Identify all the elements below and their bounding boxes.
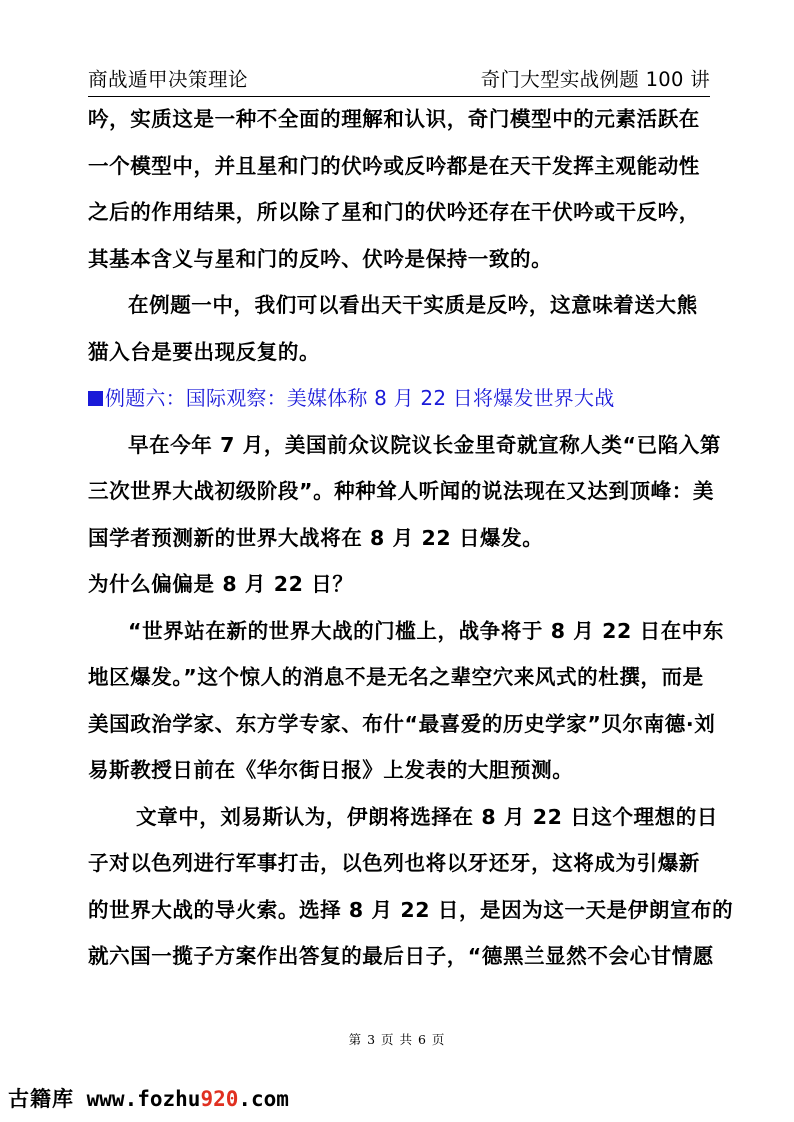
paragraph-line: 在例题一中，我们可以看出天干实质是反吟，这意味着送大熊 — [128, 293, 698, 317]
square-bullet-icon — [88, 391, 103, 406]
paragraph-line: 国学者预测新的世界大战将在 8 月 22 日爆发。 — [88, 525, 544, 550]
site-watermark — [8, 1083, 289, 1113]
paragraph-line: 一个模型中，并且星和门的伏吟或反吟都是在天干发挥主观能动性 — [88, 153, 700, 178]
paragraph-line: 美国政治学家、东方学专家、布什“最喜爱的历史学家”贝尔南德·刘 — [88, 711, 716, 736]
paragraph-line: 三次世界大战初级阶段”。种种耸人听闻的说法现在又达到顶峰：美 — [88, 479, 714, 503]
document-body — [88, 99, 734, 983]
header-chapter-title: 奇门大型实战例题 100 讲 — [480, 68, 710, 91]
paragraph-line: 早在今年 7 月，美国前众议院议长金里奇就宣称人类“已陷入第 — [128, 432, 722, 457]
paragraph-line: “世界站在新的世界大战的门槛上，战争将于 8 月 22 日在中东 — [128, 618, 725, 643]
watermark-url-number: 920 — [200, 1087, 239, 1111]
paragraph-line: 之后的作用结果，所以除了星和门的伏吟还存在干伏吟或干反吟， — [88, 200, 700, 224]
page-number: 第 3 页 共 6 页 — [348, 1032, 446, 1047]
section-heading-text: 例题六：国际观察：美媒体称 8 月 22 日将爆发世界大战 — [105, 386, 615, 410]
watermark-url-prefix: www.fozhu — [74, 1087, 201, 1111]
paragraph-line: 为什么偏偏是 8 月 22 日？ — [88, 572, 354, 596]
paragraph-line: 子对以色列进行军事打击，以色列也将以牙还牙，这将成为引爆新 — [88, 851, 700, 875]
paragraph-line: 其基本含义与星和门的反吟、伏吟是保持一致的。 — [88, 246, 553, 271]
paragraph-line: 的世界大战的导火索。选择 8 月 22 日，是因为这一天是伊朗宣布的 — [88, 897, 734, 922]
paragraph-line: 易斯教授日前在《华尔街日报》上发表的大胆预测。 — [88, 758, 574, 782]
paragraph-line: 吟，实质这是一种不全面的理解和认识，奇门模型中的元素活跃在 — [88, 107, 700, 131]
header-book-title: 商战遁甲决策理论 — [88, 68, 249, 91]
paragraph-line: 文章中，刘易斯认为，伊朗将选择在 8 月 22 日这个理想的日 — [136, 804, 718, 829]
paragraph-line: 猫入台是要出现反复的。 — [88, 339, 321, 364]
watermark-site-name: 古籍库 — [8, 1087, 74, 1111]
watermark-url-suffix: .com — [238, 1087, 289, 1111]
paragraph-line: 就六国一揽子方案作出答复的最后日子，“德黑兰显然不会心甘情愿 — [88, 944, 714, 968]
page-header — [88, 62, 710, 97]
paragraph-line: 地区爆发。”这个惊人的消息不是无名之辈空穴来风式的杜撰，而是 — [88, 665, 704, 689]
section-heading — [88, 378, 710, 425]
